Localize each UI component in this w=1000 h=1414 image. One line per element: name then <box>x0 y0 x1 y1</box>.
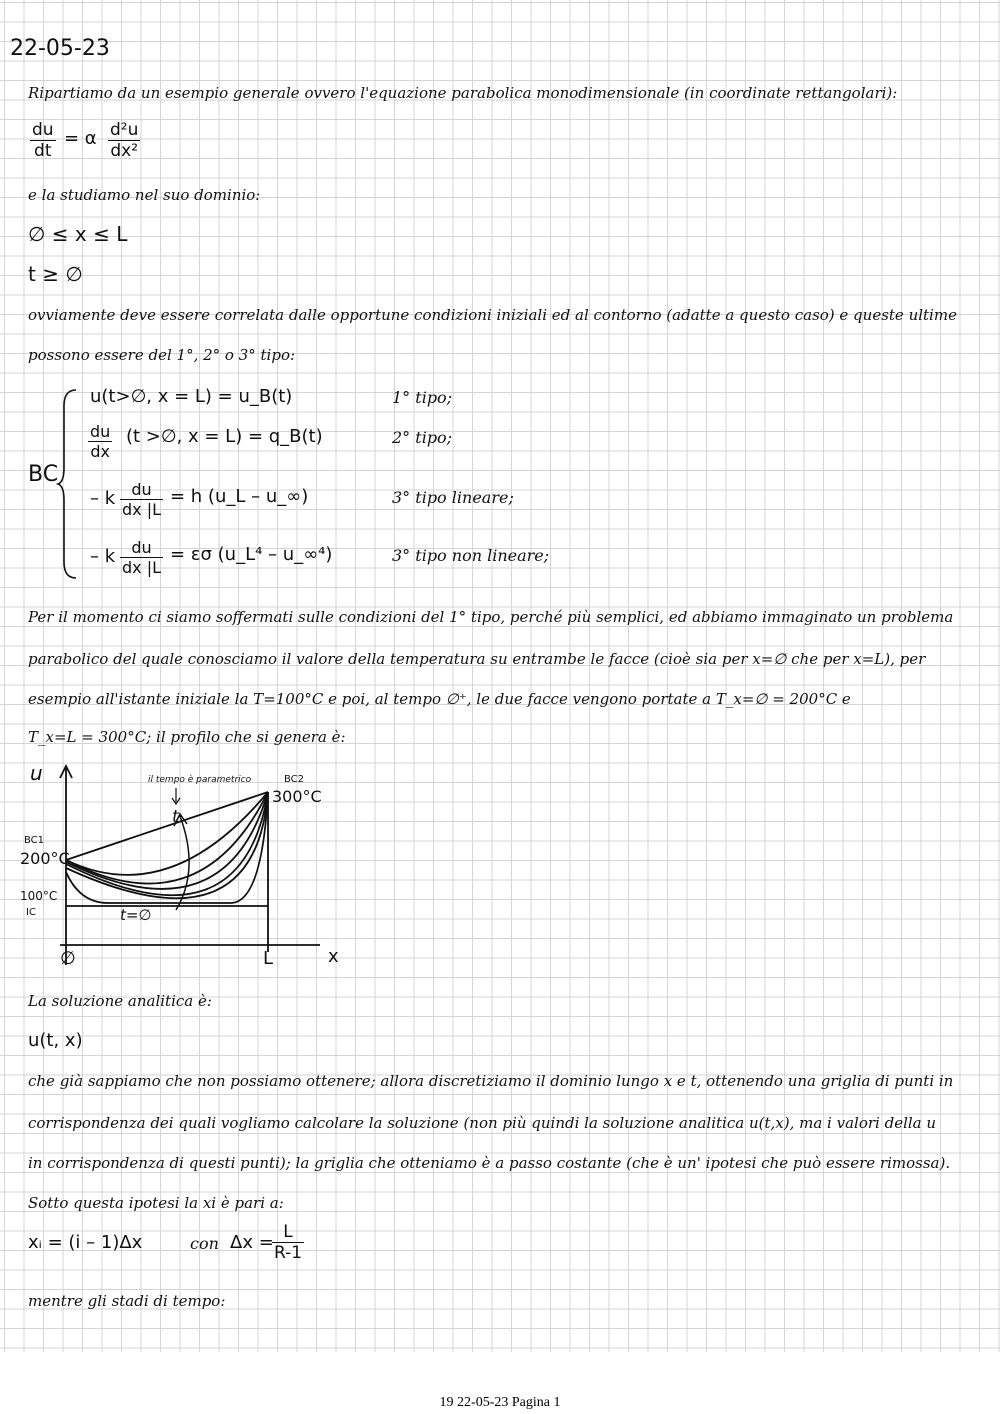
bc-row2-type: 2° tipo; <box>392 428 453 447</box>
eq-rhs-fraction <box>108 120 140 161</box>
para3-solution: u(t, x) <box>28 1030 83 1051</box>
domain-x: ∅ ≤ x ≤ L <box>28 222 128 246</box>
graph-bc2-label: BC2 <box>284 774 305 785</box>
para2-line-3: esempio all'istante iniziale la T=100°C e poi, al tempo ∅⁺, le due facce vengono portate a T_x=∅ = 200°C e <box>28 690 851 708</box>
bc-row3-type: 3° tipo lineare; <box>392 488 514 507</box>
graph-L-label: L <box>263 948 274 969</box>
xi-con: con <box>190 1234 219 1253</box>
eq-rhs-num: d²u <box>110 120 139 140</box>
bc-row2-fraction <box>88 422 112 461</box>
bc-row4-pre: – k <box>90 546 116 567</box>
para3-line-3: che già sappiamo che non possiamo ottenere; allora discretiziamo il dominio lungo x e t, ottenendo una griglia di punti in <box>28 1072 954 1090</box>
bc-label: BC <box>28 462 59 487</box>
graph-y-label: u <box>30 761 43 785</box>
bc-row3-expr: = h (u_L – u_∞) <box>170 486 309 507</box>
bc-row2-expr: (t >∅, x = L) = q_B(t) <box>126 426 323 447</box>
eq-lhs-den: dt <box>34 141 52 161</box>
bc-row4-type: 3° tipo non lineare; <box>392 546 550 565</box>
bc-row4-expr: = εσ (u_L⁴ – u_∞⁴) <box>170 544 333 565</box>
graph-ic-label: IC <box>26 907 36 918</box>
xi-formula: xᵢ = (i – 1)Δx <box>28 1232 143 1253</box>
para3-line-6: Sotto questa ipotesi la xi è pari a: <box>28 1194 284 1212</box>
bc-row3-fraction <box>120 480 163 519</box>
para3-line-1: La soluzione analitica è: <box>28 992 212 1010</box>
graph-ic-value: 100°C <box>20 889 58 903</box>
graph-t-label: t <box>172 807 179 827</box>
graph-t0-label: t=∅ <box>120 906 152 924</box>
domain-intro-line: e la studiamo nel suo dominio: <box>28 186 261 204</box>
bc-row1-expr: u(t>∅, x = L) = u_B(t) <box>90 386 293 407</box>
bc-row4-num: du <box>120 538 163 558</box>
intro-line: Ripartiamo da un esempio generale ovvero l'equazione parabolica monodimensionale (in coordinate rettangolari): <box>28 84 898 102</box>
bc-brace <box>56 386 80 582</box>
temperature-profile-graph <box>0 760 380 975</box>
graph-bc1-value: 200°C <box>20 849 70 868</box>
para2-line-1: Per il momento ci siamo soffermati sulle condizioni del 1° tipo, perché più semplici, ed abbiamo immaginato un problema <box>28 608 954 626</box>
para2-line-4: T_x=L = 300°C; il profilo che si genera è: <box>28 728 346 746</box>
graph-bc2-value: 300°C <box>272 787 322 806</box>
dx-lhs: Δx = <box>230 1232 274 1253</box>
bc-row3-den: dx |L <box>122 500 162 519</box>
bc-row4-den: dx |L <box>122 558 162 577</box>
para2-line-2: parabolico del quale conosciamo il valore della temperatura su entrambe le facce (cioè sia per x=∅ che per x=L), per <box>28 650 926 668</box>
bc-row2-num: du <box>90 422 111 441</box>
dx-fraction <box>272 1222 304 1263</box>
para3-line-7: mentre gli stadi di tempo: <box>28 1292 226 1310</box>
graph-origin-label: ∅ <box>60 948 76 969</box>
dx-num: L <box>272 1222 304 1243</box>
profile-curves <box>66 792 268 903</box>
eq-lhs-num: du <box>32 120 54 140</box>
eq-rhs-den: dx² <box>110 141 139 161</box>
graph-bc1-label: BC1 <box>24 835 45 846</box>
bc-row2-den: dx <box>90 442 110 461</box>
bc-row3-pre: – k <box>90 488 116 509</box>
note-arrow <box>172 788 180 804</box>
graph-x-label: x <box>328 946 339 967</box>
page-date: 22-05-23 <box>10 36 110 61</box>
bc-row4-fraction <box>120 538 163 577</box>
dx-den: R-1 <box>274 1243 303 1263</box>
para3-line-5: in corrispondenza di questi punti); la griglia che otteniamo è a passo costante (che è un' ipotesi che può essere rimossa). <box>28 1154 951 1172</box>
eq-lhs-fraction <box>30 120 56 161</box>
graph-note: il tempo è parametrico <box>148 775 252 785</box>
page-footer: 19 22-05-23 Pagina 1 <box>439 1395 561 1410</box>
domain-t: t ≥ ∅ <box>28 262 83 286</box>
conditions-line-2: possono essere del 1°, 2° o 3° tipo: <box>28 346 296 364</box>
bc-row1-type: 1° tipo; <box>392 388 453 407</box>
conditions-line-1: ovviamente deve essere correlata dalle opportune condizioni iniziali ed al contorno (adatte a questo caso) e queste ultime <box>28 306 957 324</box>
para3-line-4: corrispondenza dei quali vogliamo calcolare la soluzione (non più quindi la soluzione analitica u(t,x), ma i valori della u <box>28 1114 937 1132</box>
bc-row3-num: du <box>120 480 163 500</box>
eq-alpha: = α <box>64 128 97 149</box>
